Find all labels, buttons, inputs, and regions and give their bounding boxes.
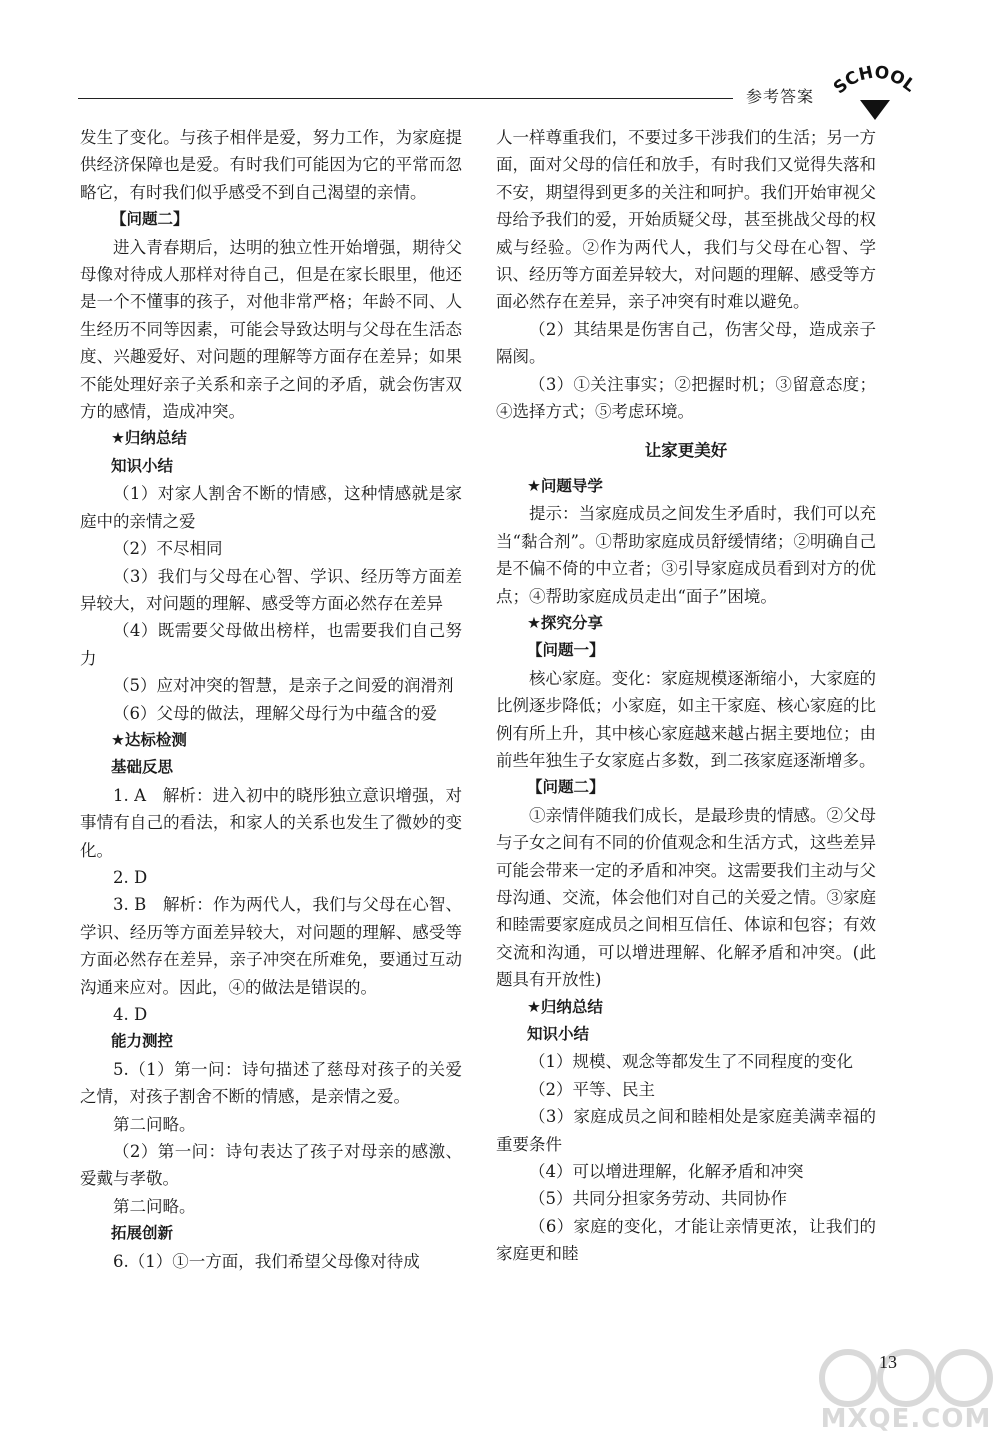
right-column-paragraph: （2）其结果是伤害自己，伤害父母，造成亲子隔阂。 xyxy=(496,319,876,367)
school-logo-icon xyxy=(820,60,930,122)
left-column-paragraph: 4. D xyxy=(113,1005,148,1024)
left-column-paragraph: （1）对家人割舍不断的情感，这种情感就是家庭中的亲情之爱 xyxy=(80,484,462,531)
right-column-paragraph: ★探究分享 xyxy=(527,613,603,632)
left-column-paragraph: 能力测控 xyxy=(111,1032,174,1051)
page-header xyxy=(78,62,928,130)
left-column-paragraph: ★达标检测 xyxy=(111,730,187,749)
right-column-paragraph: （2）平等、民主 xyxy=(529,1079,655,1099)
left-column-paragraph: （2）不尽相同 xyxy=(113,539,223,559)
right-column-paragraph: ①亲情伴随我们成长，是最珍贵的情感。②父母与子女之间有不同的价值观念和生活方式，这些差异可能会带来一定的矛盾和冲突。这需要我们主动与父母沟通、交流，体会他们对自己的关爱之情。③家庭和睦需要家庭成员之间相互信任、体谅和包容；有效交流和沟通，可以增进理解、化解矛盾和冲突。(此题具有开放性) xyxy=(496,805,876,990)
left-column-paragraph: 6.（1）①一方面，我们希望父母像对待成 xyxy=(113,1251,420,1271)
logo-lettering: SCHOOL xyxy=(829,62,919,99)
watermark xyxy=(818,1348,994,1438)
right-column-paragraph: （5）共同分担家务劳动、共同协作 xyxy=(529,1189,787,1209)
left-column-paragraph: 【问题二】 xyxy=(111,210,189,229)
left-column-paragraph: （3）我们与父母在心智、学识、经历等方面差异较大，对问题的理解、感受等方面必然存在差异 xyxy=(80,566,462,613)
header-title: 参考答案 xyxy=(746,87,815,106)
right-column-paragraph: ★问题导学 xyxy=(527,476,603,495)
left-column-paragraph: （4）既需要父母做出榜样，也需要我们自己努力 xyxy=(80,621,462,668)
left-column-paragraph: 知识小结 xyxy=(111,456,174,475)
header-rule xyxy=(78,98,733,99)
right-column-paragraph: 知识小结 xyxy=(527,1025,590,1043)
page-number: 13 xyxy=(879,1352,897,1372)
left-column xyxy=(80,124,462,1275)
left-column-paragraph: 基础反思 xyxy=(111,758,174,777)
right-column-paragraph: （6）家庭的变化，才能让亲情更浓，让我们的家庭更和睦 xyxy=(496,1216,876,1264)
left-column-paragraph: 1. A 解析：进入初中的晓彤独立意识增强，对事情有自己的看法，和家人的关系也发生了微妙的变化。 xyxy=(80,785,462,860)
left-column-paragraph: （2）第一问：诗句表达了孩子对母亲的感激、爱戴与孝敬。 xyxy=(80,1142,462,1189)
left-column-paragraph: 第二问略。 xyxy=(113,1114,196,1134)
right-column-paragraph: 【问题二】 xyxy=(527,778,605,797)
left-column-paragraph: 2. D xyxy=(113,867,148,887)
right-column-paragraph: （3）①关注事实；②把握时机；③留意态度；④选择方式；⑤考虑环境。 xyxy=(496,374,876,422)
right-column-paragraph: 让家更美好 xyxy=(644,441,728,461)
watermark-text: MXQE.COM xyxy=(820,1404,992,1434)
right-column-paragraph: （1）规模、观念等都发生了不同程度的变化 xyxy=(529,1052,853,1072)
right-column-paragraph: ★归纳总结 xyxy=(527,997,603,1016)
left-column-paragraph: 拓展创新 xyxy=(111,1224,174,1243)
left-column-paragraph: 进入青春期后，达明的独立性开始增强，期待父母像对待成人那样对待自己，但是在家长眼里，他还是一个不懂事的孩子，对他非常严格；年龄不同、人生经历不同等因素，可能会导致达明与父母在生活态度、兴趣爱好、对问题的理解等方面存在差异；如果不能处理好亲子关系和亲子之间的矛盾，就会伤害双方的感情，造成冲突。 xyxy=(80,237,462,422)
left-column-paragraph: 发生了变化。与孩子相伴是爱，努力工作，为家庭提供经济保障也是爱。有时我们可能因为它的平常而忽略它，有时我们似乎感受不到自己渴望的亲情。 xyxy=(80,128,462,202)
left-column-paragraph: ★归纳总结 xyxy=(111,429,187,448)
left-column-paragraph: 3. B 解析：作为两代人，我们与父母在心智、学识、经历等方面差异较大，对问题的理解、感受等方面必然存在差异，亲子冲突在所难免，要通过互动沟通来应对。因此，④的做法是错误的。 xyxy=(80,895,462,997)
right-column-paragraph: 人一样尊重我们，不要过多干涉我们的生活；另一方面，面对父母的信任和放手，有时我们又觉得失落和不安，期望得到更多的关注和呵护。我们开始审视父母给予我们的爱，开始质疑父母，甚至挑战父母的权威与经验。②作为两代人，我们与父母在心智、学识、经历等方面差异较大，对问题的理解、感受等方面必然存在差异，亲子冲突有时难以避免。 xyxy=(496,128,876,312)
right-column-paragraph: 提示：当家庭成员之间发生矛盾时，我们可以充当“黏合剂”。①帮助家庭成员舒缓情绪；②明确自己是不偏不倚的中立者；③引导家庭成员看到对方的优点；④帮助家庭成员走出“面子”困境。 xyxy=(496,504,876,606)
watermark-seal-icon xyxy=(818,1348,994,1408)
right-column xyxy=(496,124,876,1268)
left-column-paragraph: 第二问略。 xyxy=(113,1196,196,1216)
right-column-paragraph: （3）家庭成员之间和睦相处是家庭美满幸福的重要条件 xyxy=(496,1107,876,1154)
right-column-paragraph: 核心家庭。变化：家庭规模逐渐缩小，大家庭的比例逐步降低；小家庭，如主干家庭、核心家庭的比例有所上升，其中核心家庭越来越占据主要地位；由前些年独生子女家庭占多数，到二孩家庭逐渐增多。 xyxy=(496,668,876,770)
left-column-paragraph: （6）父母的做法，理解父母行为中蕴含的爱 xyxy=(113,703,437,723)
right-column-paragraph: （4）可以增进理解，化解矛盾和冲突 xyxy=(529,1162,804,1182)
left-column-paragraph: （5）应对冲突的智慧，是亲子之间爱的润滑剂 xyxy=(113,676,454,696)
right-column-paragraph: 【问题一】 xyxy=(527,641,605,660)
left-column-paragraph: 5.（1）第一问：诗句描述了慈母对孩子的关爱之情，对孩子割舍不断的情感，是亲情之爱。 xyxy=(80,1059,462,1107)
